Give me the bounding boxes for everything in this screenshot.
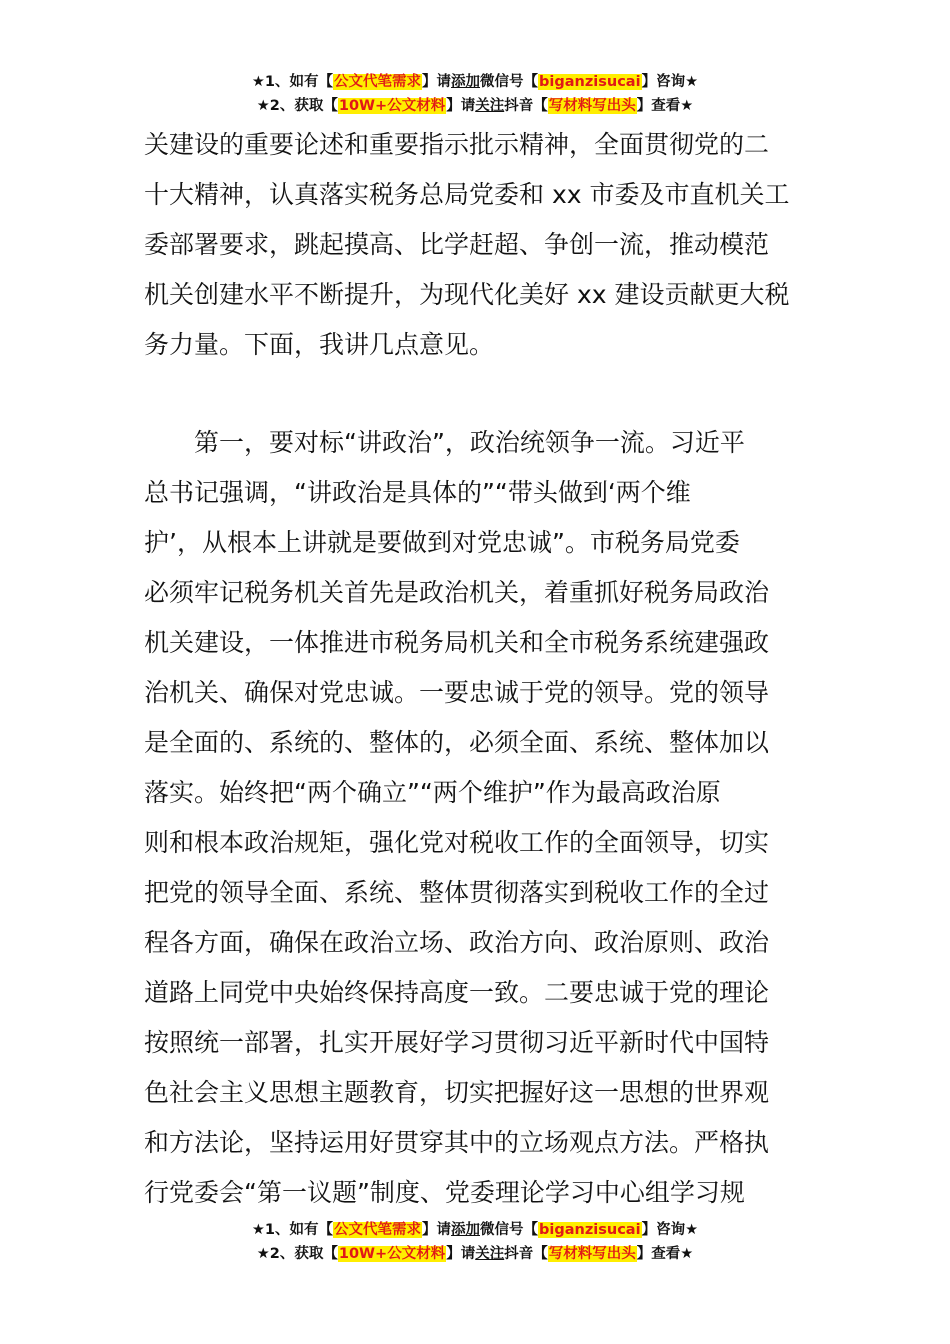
banner-douyin-name: 写材料写出头 bbox=[548, 1246, 636, 1262]
banner-text: ★1、如有【 bbox=[251, 74, 334, 90]
banner-line-1 bbox=[0, 1218, 950, 1242]
paragraph-first-point bbox=[144, 418, 808, 1218]
text-line: 道路上同党中央始终保持高度一致。二要忠诚于党的理论 bbox=[144, 978, 770, 1007]
text-line: 和方法论，坚持运用好贯穿其中的立场观点方法。严格执 bbox=[144, 1128, 770, 1157]
banner-text: 】查看★ bbox=[636, 1246, 694, 1262]
text-line: 关建设的重要论述和重要指示批示精神，全面贯彻党的二 bbox=[144, 130, 770, 159]
banner-text: 】咨询★ bbox=[641, 74, 699, 90]
banner-douyin-name: 写材料写出头 bbox=[548, 98, 636, 114]
banner-text: 】请 bbox=[446, 98, 476, 114]
text-line: 色社会主义思想主题教育，切实把握好这一思想的世界观 bbox=[144, 1078, 770, 1107]
banner-wechat-id: biganzisucai bbox=[539, 74, 641, 90]
banner-text: ★2、获取【 bbox=[256, 1246, 338, 1262]
text-line: 程各方面，确保在政治立场、政治方向、政治原则、政治 bbox=[144, 928, 770, 957]
banner-line-2 bbox=[0, 94, 950, 118]
banner-text: ★2、获取【 bbox=[256, 98, 338, 114]
banner-text: 】咨询★ bbox=[641, 1222, 699, 1238]
text-line: 机关创建水平不断提升，为现代化美好 xx 建设贡献更大税 bbox=[144, 280, 790, 309]
banner-emphasis: 关注 bbox=[475, 98, 505, 114]
banner-text: 微信号【 bbox=[480, 74, 539, 90]
text-line: 委部署要求，跳起摸高、比学赶超、争创一流，推动模范 bbox=[144, 230, 770, 259]
text-line: 务力量。下面，我讲几点意见。 bbox=[144, 330, 495, 359]
banner-wechat-id: biganzisucai bbox=[539, 1222, 641, 1238]
banner-text: ★1、如有【 bbox=[251, 1222, 334, 1238]
text-line: 总书记强调，“讲政治是具体的”“带头做到‘两个维 bbox=[144, 478, 691, 507]
text-line: 是全面的、系统的、整体的，必须全面、系统、整体加以 bbox=[144, 728, 770, 757]
banner-text: 】查看★ bbox=[636, 98, 694, 114]
text-line: 护’，从根本上讲就是要做到对党忠诚”。市税务局党委 bbox=[144, 528, 740, 557]
banner-text: 】请 bbox=[446, 1246, 476, 1262]
text-line: 落实。始终把“两个确立”“两个维护”作为最高政治原 bbox=[144, 778, 721, 807]
text-line: 把党的领导全面、系统、整体贯彻落实到税收工作的全过 bbox=[144, 878, 770, 907]
header-banner bbox=[0, 70, 950, 118]
banner-line-2 bbox=[0, 1242, 950, 1266]
text-line: 按照统一部署，扎实开展好学习贯彻习近平新时代中国特 bbox=[144, 1028, 770, 1057]
text-line: 十大精神，认真落实税务总局党委和 xx 市委及市直机关工 bbox=[144, 180, 790, 209]
banner-text: 】请 bbox=[422, 1222, 452, 1238]
text-line: 机关建设，一体推进市税务局机关和全市税务系统建强政 bbox=[144, 628, 770, 657]
text-line: 则和根本政治规矩，强化党对税收工作的全面领导，切实 bbox=[144, 828, 770, 857]
banner-text: 抖音【 bbox=[504, 98, 548, 114]
banner-highlight: 10W+公文材料 bbox=[338, 98, 446, 114]
paragraph-intro bbox=[144, 120, 808, 370]
banner-highlight: 公文代笔需求 bbox=[334, 74, 422, 90]
footer-banner bbox=[0, 1218, 950, 1266]
banner-highlight: 公文代笔需求 bbox=[334, 1222, 422, 1238]
text-line: 必须牢记税务机关首先是政治机关，着重抓好税务局政治 bbox=[144, 578, 770, 607]
text-line: 第一，要对标“讲政治”，政治统领争一流。习近平 bbox=[144, 428, 745, 457]
text-line: 治机关、确保对党忠诚。一要忠诚于党的领导。党的领导 bbox=[144, 678, 770, 707]
banner-emphasis: 关注 bbox=[475, 1246, 505, 1262]
banner-text: 】请 bbox=[422, 74, 452, 90]
banner-highlight: 10W+公文材料 bbox=[338, 1246, 446, 1262]
banner-line-1 bbox=[0, 70, 950, 94]
banner-text: 微信号【 bbox=[480, 1222, 539, 1238]
text-line: 行党委会“第一议题”制度、党委理论学习中心组学习规 bbox=[144, 1178, 745, 1207]
banner-text: 抖音【 bbox=[504, 1246, 548, 1262]
banner-emphasis: 添加 bbox=[451, 1222, 481, 1238]
banner-emphasis: 添加 bbox=[451, 74, 481, 90]
